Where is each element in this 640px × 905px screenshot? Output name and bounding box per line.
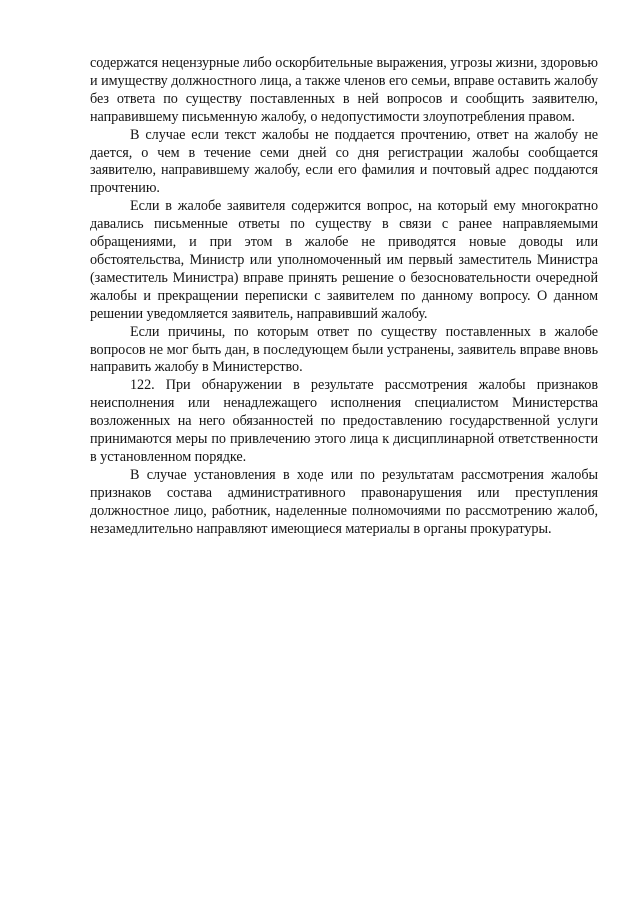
document-body: [90, 55, 598, 538]
paragraph-repeated-question: Если в жалобе заявителя содержится вопрос, на который ему многократно давались письменные ответы по существу в связи с ранее направляемыми обращениями, и при этом в жалобе не приводятся новые доводы или обстоятельства, Министр или уполномоченный им первый заместитель Министра (заместитель Министра) вправе принять решение о безосновательности очередной жалобы и прекращении переписки с заявителем по данному вопросу. О данном решении уведомляется заявитель, направивший жалобу.: [90, 198, 598, 322]
paragraph-continuation: содержатся нецензурные либо оскорбительные выражения, угрозы жизни, здоровью и имуществу должностного лица, а также членов его семьи, вправе оставить жалобу без ответа по существу поставленных в ней вопросов и сообщить заявителю, направившему письменную жалобу, о недопустимости злоупотребления правом.: [90, 55, 598, 125]
paragraph-prosecution: В случае установления в ходе или по результатам рассмотрения жалобы признаков состава административного правонарушения или преступления должностное лицо, работник, наделенные полномочиями по рассмотрению жалоб, незамедлительно направляют имеющиеся материалы в органы прокуратуры.: [90, 466, 598, 537]
paragraph-resubmission: Если причины, по которым ответ по существу поставленных в жалобе вопросов не мог быть дан, в последующем были устранены, заявитель вправе вновь направить жалобу в Министерство.: [90, 323, 598, 376]
paragraph-unreadable-complaint: В случае если текст жалобы не поддается прочтению, ответ на жалобу не дается, о чем в течение семи дней со дня регистрации жалобы сообщается заявителю, направившему жалобу, если его фамилия и почтовый адрес поддаются прочтению.: [90, 126, 598, 197]
paragraph-section-122: 122. При обнаружении в результате рассмотрения жалобы признаков неисполнения или ненадлежащего исполнения специалистом Министерства возложенных на него обязанностей по предоставлению государственной услуги принимаются меры по привлечению этого лица к дисциплинарной ответственности в установленном порядке.: [90, 377, 598, 465]
